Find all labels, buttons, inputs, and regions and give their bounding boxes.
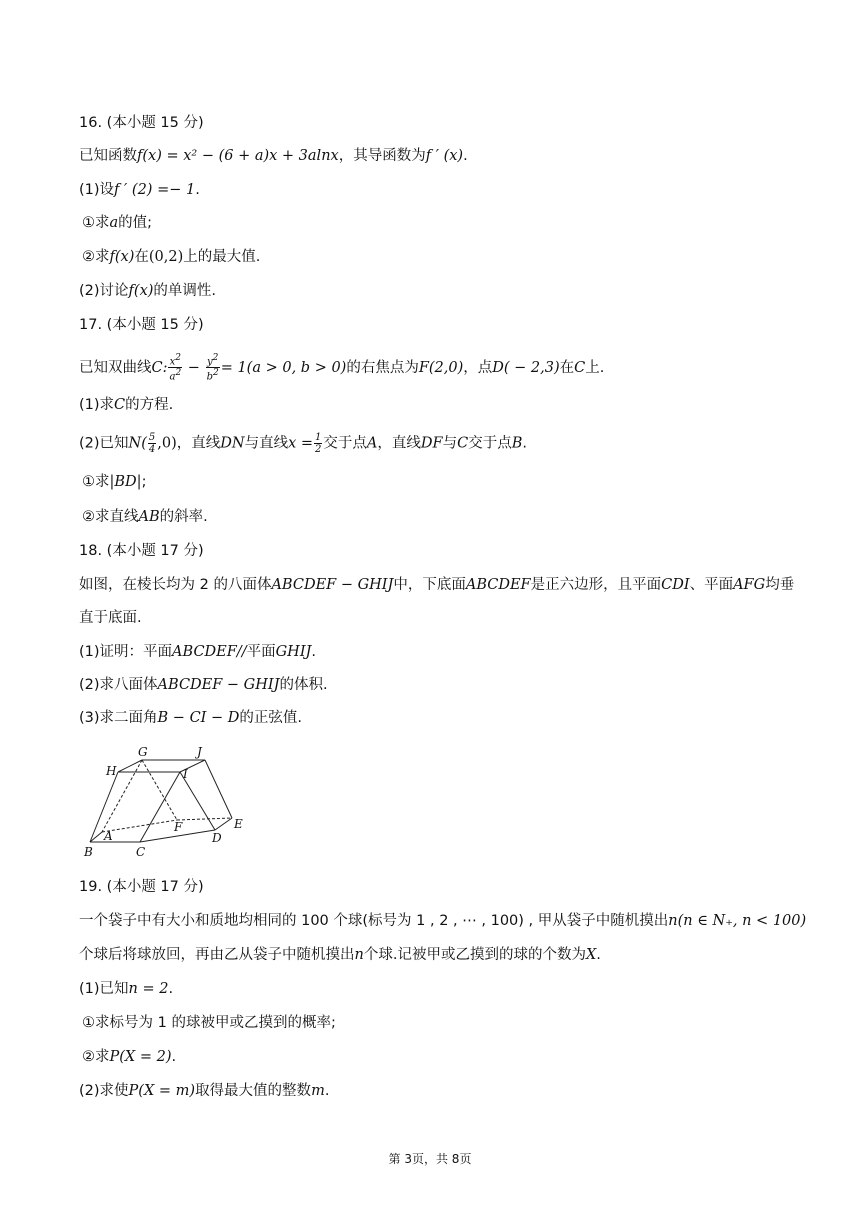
- p16-part2: (2)讨论f(x)的单调性.: [79, 283, 217, 299]
- p19-intro-line2: 个球后将球放回，再由乙从袋子中随机摸出n个球.记被甲或乙摸到的球的个数为X.: [79, 947, 601, 963]
- p17-intro: 已知双曲线C: $\frac{x^2}{a^2}$ − $\frac{y^2}{b^2}$ = 1(a > 0, b > 0)的右焦点为F(2,0)，点D( − 2,3)在C上.: [79, 353, 605, 383]
- edge-DE: [215, 818, 232, 830]
- p18-header: 18. (本小题 17 分): [79, 543, 204, 559]
- p18-intro-line2: 直于底面.: [79, 610, 142, 626]
- p19-q1a: ①求标号为 1 的球被甲或乙摸到的概率;: [82, 1015, 336, 1031]
- octahedron-figure: [80, 742, 255, 862]
- p16-intro: 已知函数f(x) = x² − (6 + a)x + 3alnx，其导函数为f ′ (x).: [79, 148, 468, 164]
- fraction-1-2: $\frac{1}{2}$: [315, 432, 322, 455]
- p17-part1: (1)求C的方程.: [79, 397, 174, 413]
- edge-JE: [205, 760, 232, 818]
- p19-q1b: ②求P(X = 2).: [82, 1049, 177, 1065]
- label-D: D: [212, 831, 222, 845]
- p18-part1: (1)证明：平面ABCDEF//平面GHIJ.: [79, 644, 316, 660]
- p18-part3: (3)求二面角B − CI − D的正弦值.: [79, 710, 302, 726]
- label-B: B: [84, 845, 93, 859]
- label-C: C: [136, 845, 146, 859]
- p18-intro: 如图，在棱长均为 2 的八面体ABCDEF − GHIJ中，下底面ABCDEF是正六边形，且平面CDI、平面AFG均垂: [79, 577, 795, 593]
- p16-q1b: ②求f(x)在(0,2)上的最大值.: [82, 249, 261, 265]
- label-G: G: [138, 745, 148, 759]
- label-H: H: [106, 764, 117, 778]
- p17-q2a: ①求|BD|;: [82, 474, 147, 490]
- p16-part1: (1)设f ′ (2) =− 1.: [79, 182, 200, 198]
- fraction-5-4: $\frac{5}{4}$: [148, 432, 156, 455]
- p19-part1: (1)已知n = 2.: [79, 981, 174, 997]
- p17-q2b: ②求直线AB的斜率.: [82, 509, 208, 525]
- label-F: F: [174, 820, 183, 834]
- p18-part2: (2)求八面体ABCDEF − GHIJ的体积.: [79, 677, 328, 693]
- p19-part2: (2)求使P(X = m)取得最大值的整数m.: [79, 1083, 330, 1099]
- p17-header: 17. (本小题 15 分): [79, 317, 204, 333]
- label-I: I: [183, 767, 188, 781]
- edge-GF: [142, 760, 177, 820]
- p19-header: 19. (本小题 17 分): [79, 879, 204, 895]
- p19-intro: 一个袋子中有大小和质地均相同的 100 个球(标号为 1 , 2 , ⋯ , 100) , 甲从袋子中随机摸出n(n ∈ N₊, n < 100): [79, 913, 807, 929]
- label-J: J: [197, 745, 202, 759]
- p16-q1a: ①求a的值;: [82, 215, 153, 231]
- p17-part2: (2)已知N( $\frac{5}{4}$ ,0)，直线DN与直线x = $\frac{1}{2}$ 交于点A，直线DF与C交于点B.: [79, 432, 527, 455]
- edge-FE: [177, 818, 232, 820]
- label-E: E: [234, 817, 243, 831]
- page-footer: 第 3页，共 8页: [388, 1152, 472, 1166]
- p16-header: 16. (本小题 15 分): [79, 115, 204, 131]
- label-A: A: [104, 829, 113, 843]
- edge-AF: [102, 820, 177, 832]
- x-squared-over-a-squared: $\frac{x^2}{a^2}$: [169, 353, 182, 383]
- y-squared-over-b-squared: $\frac{y^2}{b^2}$: [206, 353, 219, 383]
